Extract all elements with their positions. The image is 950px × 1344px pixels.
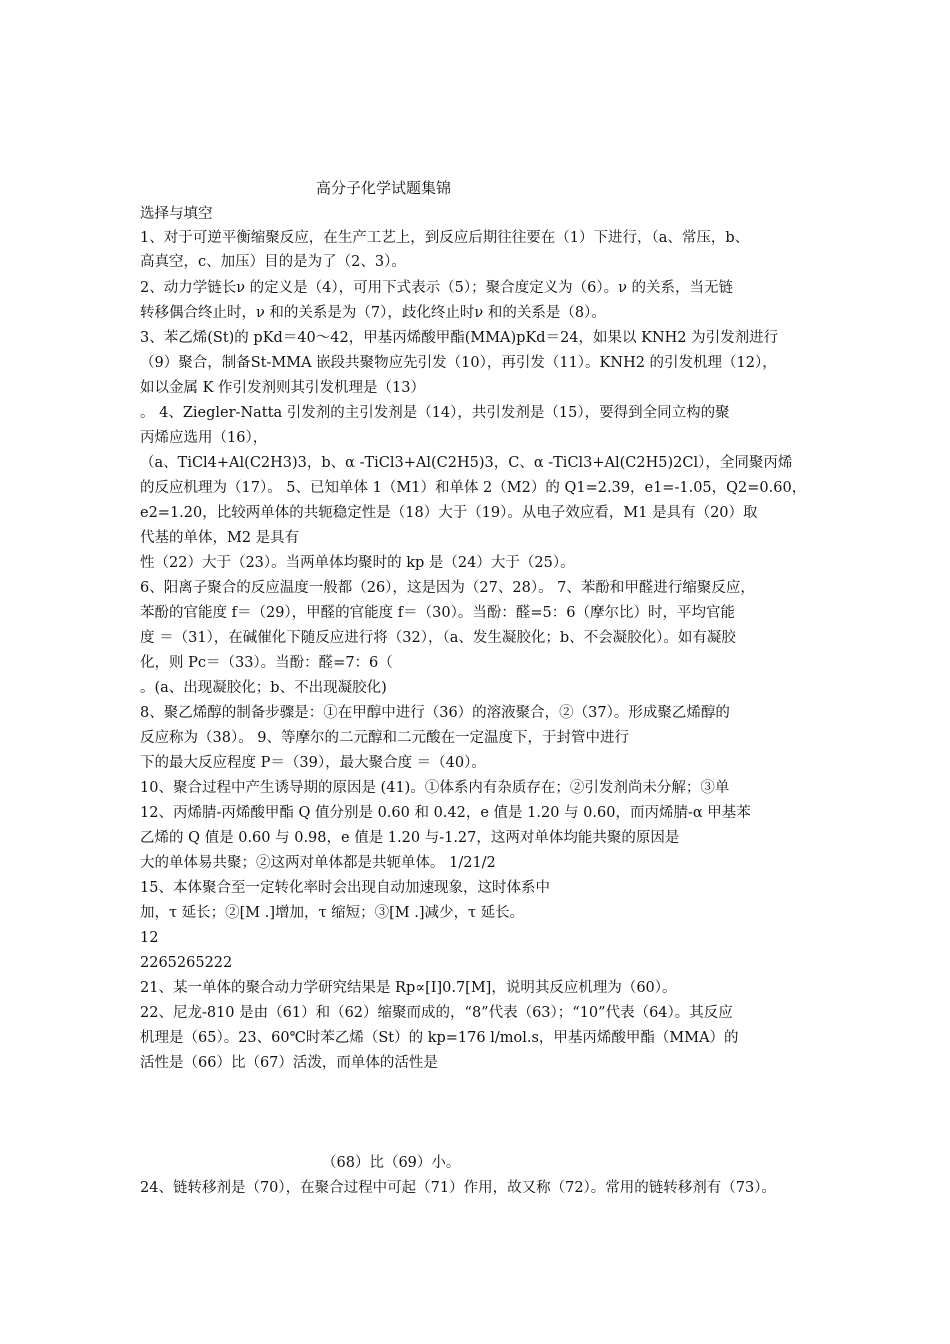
text-line: 的反应机理为（17）。 5、已知单体 1（M1）和单体 2（M2）的 Q1=2.39，e1=-1.05，Q2=0.60， xyxy=(140,480,807,496)
text-line: 3、苯乙烯(St)的 pKd＝40～42，甲基丙烯酸甲酯(MMA)pKd＝24，如果以 KNH2 为引发剂进行 xyxy=(140,330,779,346)
text-line: 反应称为（38）。 9、等摩尔的二元醇和二元酸在一定温度下，于封管中进行 xyxy=(140,730,630,746)
text-line: 大的单体易共聚；②这两对单体都是共轭单体。 1/21/2 xyxy=(140,855,496,871)
text-line: 苯酚的官能度 f＝（29），甲醛的官能度 f＝（30）。当酚：醛=5：6（摩尔比）时，平均官能 xyxy=(140,605,735,621)
text-line: e2=1.20，比较两单体的共轭稳定性是（18）大于（19）。从电子效应看，M1 是具有（20）取 xyxy=(140,505,758,521)
text-line: 活性是（66）比（67）活泼，而单体的活性是 xyxy=(140,1055,438,1071)
text-line: 高真空，c、加压）目的是为了（2、3）。 xyxy=(140,254,406,270)
text-line: 化，则 Pc＝（33）。当酚：醛=7：6（ xyxy=(140,655,393,671)
text-line: 代基的单体，M2 是具有 xyxy=(140,530,300,546)
text-line: 21、某一单体的聚合动力学研究结果是 Rp∝[I]0.7[M]，说明其反应机理为（60）。 xyxy=(140,980,677,996)
section-heading: 选择与填空 xyxy=(140,206,213,222)
text-line: 下的最大反应程度 P＝（39），最大聚合度 ＝（40）。 xyxy=(140,755,486,771)
text-line: 度 ＝（31），在碱催化下随反应进行将（32），（a、发生凝胶化；b、不会凝胶化）。如有凝胶 xyxy=(140,630,736,646)
text-line: 乙烯的 Q 值是 0.60 与 0.98，e 值是 1.20 与-1.27，这两对单体均能共聚的原因是 xyxy=(140,830,680,846)
text-line: 22、尼龙-810 是由（61）和（62）缩聚而成的，“8”代表（63）；“10”代表（64）。其反应 xyxy=(140,1005,733,1021)
text-fragment: （68）比（69）小。 xyxy=(322,1155,461,1171)
text-line: 8、聚乙烯醇的制备步骤是：①在甲醇中进行（36）的溶液聚合，②（37）。形成聚乙烯醇的 xyxy=(140,705,730,721)
text-line: （a、TiCl4+Al(C2H3)3，b、α -TiCl3+Al(C2H5)3，C、α -TiCl3+Al(C2H5)2Cl），全同聚丙烯 xyxy=(140,455,793,471)
text-line: 12、丙烯腈-丙烯酸甲酯 Q 值分别是 0.60 和 0.42，e 值是 1.20 与 0.60，而丙烯腈-α 甲基苯 xyxy=(140,805,751,821)
text-line: 10、聚合过程中产生诱导期的原因是 (41)。①体系内有杂质存在；②引发剂尚未分解；③单 xyxy=(140,780,730,796)
text-line: 12 xyxy=(140,930,159,946)
text-line: 2265265222 xyxy=(140,955,233,971)
text-line: 性（22）大于（23）。当两单体均聚时的 kp 是（24）大于（25）。 xyxy=(140,555,575,571)
text-line: 。(a、出现凝胶化；b、不出现凝胶化) xyxy=(140,680,387,696)
text-line: 机理是（65）。23、60℃时苯乙烯（St）的 kp=176 l/mol.s，甲基丙烯酸甲酯（MMA）的 xyxy=(140,1030,739,1046)
text-line: 24、链转移剂是（70），在聚合过程中可起（71）作用，故又称（72）。常用的链转移剂有（73）。 xyxy=(140,1180,776,1196)
text-line: 6、阳离子聚合的反应温度一般都（26），这是因为（27、28）。 7、苯酚和甲醛进行缩聚反应， xyxy=(140,580,755,596)
text-line: （9）聚合，制备St-MMA 嵌段共聚物应先引发（10），再引发（11）。KNH2 的引发机理（12）， xyxy=(140,355,777,371)
text-line: 1、对于可逆平衡缩聚反应，在生产工艺上，到反应后期往往要在（1）下进行，（a、常压，b、 xyxy=(140,230,750,246)
page-title: 高分子化学试题集锦 xyxy=(316,179,452,197)
text-line: 2、动力学链长ν 的定义是（4），可用下式表示（5）；聚合度定义为（6）。ν 的关系，当无链 xyxy=(140,280,733,296)
text-line: 加，τ 延长；②[M .]增加，τ 缩短；③[M .]减少，τ 延长。 xyxy=(140,905,525,921)
text-line: 丙烯应选用（16）， xyxy=(140,430,268,446)
text-line: 。 4、Ziegler-Natta 引发剂的主引发剂是（14），共引发剂是（15），要得到全同立构的聚 xyxy=(140,405,730,421)
text-line: 转移偶合终止时，ν 和的关系是为（7），歧化终止时ν 和的关系是（8）。 xyxy=(140,305,606,321)
text-line: 15、本体聚合至一定转化率时会出现自动加速现象，这时体系中 xyxy=(140,880,550,896)
text-line: 如以金属 K 作引发剂则其引发机理是（13） xyxy=(140,380,425,396)
